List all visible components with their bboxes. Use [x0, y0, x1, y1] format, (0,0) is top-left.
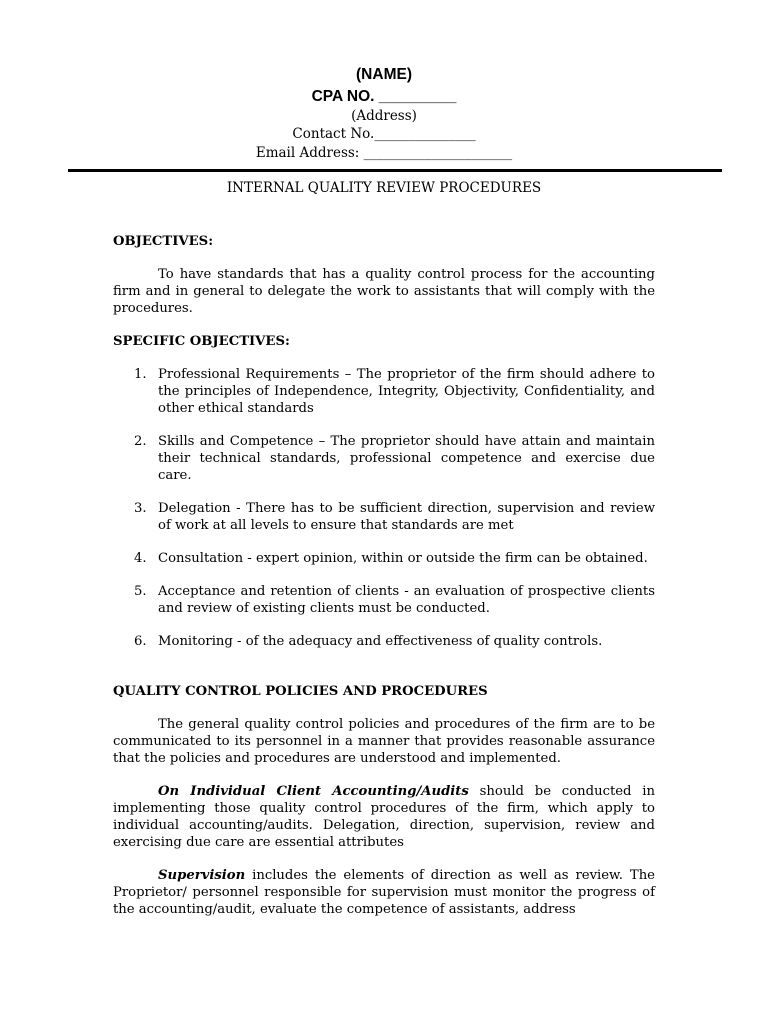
- letterhead-cpa-number: CPA NO. _________: [311, 88, 457, 105]
- supervision-lead: Supervision: [158, 868, 246, 883]
- list-item-number: 4.: [134, 551, 147, 566]
- objectives-paragraph: To have standards that has a quality control process for the accounting firm and in general to delegate the work to assistants that will comply with the procedures.: [113, 267, 655, 316]
- list-item-text: Monitoring - of the adequacy and effectiveness of quality controls.: [158, 634, 603, 649]
- list-item-text: Delegation - There has to be sufficient direction, supervision and review of work at all levels to ensure that standards are met: [158, 501, 655, 533]
- individual-audits-text: should be conducted in implementing those quality control procedures of the firm, which apply to individual accounting/audits. Delegation, direction, supervision, review and exercising due care are essential attributes: [113, 784, 656, 850]
- list-item-text: Professional Requirements – The proprietor of the firm should adhere to the principles of Independence, Integrity, Objectivity, Confidentiality, and other ethical standards: [158, 367, 655, 416]
- list-item-number: 5.: [134, 584, 147, 599]
- list-item-number: 6.: [134, 634, 147, 649]
- list-item-text: Consultation - expert opinion, within or outside the firm can be obtained.: [158, 551, 648, 566]
- list-item-text: Acceptance and retention of clients - an evaluation of prospective clients and review of existing clients must be conducted.: [158, 584, 655, 616]
- qc-policies-heading: QUALITY CONTROL POLICIES AND PROCEDURES: [113, 684, 488, 699]
- individual-audits-lead: On Individual Client Accounting/Audits: [158, 784, 469, 799]
- supervision-text: includes the elements of direction as well as review. The Proprietor/ personnel responsible for supervision must monitor the progress of the accounting/audit, evaluate the competence of assistants, address: [113, 868, 655, 917]
- specific-objectives-heading: SPECIFIC OBJECTIVES:: [113, 334, 290, 349]
- list-item: [113, 633, 655, 650]
- list-item-text: Skills and Competence – The proprietor should have attain and maintain their technical standards, professional competence and exercise due care.: [158, 434, 655, 483]
- list-item-number: 3.: [134, 501, 147, 516]
- supervision-paragraph: [113, 867, 655, 918]
- list-item: [113, 433, 655, 484]
- letterhead-name: (NAME): [356, 66, 412, 83]
- document-title: INTERNAL QUALITY REVIEW PROCEDURES: [226, 180, 542, 196]
- qc-intro-paragraph: The general quality control policies and procedures of the firm are to be communicated to its personnel in a manner that provides reasonable assurance that the policies and procedures are understood and implemented.: [113, 717, 655, 766]
- list-item: [113, 366, 655, 417]
- individual-audits-paragraph: [113, 783, 655, 851]
- letterhead-contact: Contact No._______________: [292, 126, 476, 142]
- specific-objectives-list: [113, 366, 655, 666]
- list-item-number: 2.: [134, 434, 147, 449]
- header-divider: [68, 169, 722, 172]
- objectives-heading: OBJECTIVES:: [113, 234, 214, 249]
- letterhead-email: Email Address: ______________________: [255, 145, 513, 161]
- list-item: [113, 583, 655, 617]
- list-item-number: 1.: [134, 367, 147, 382]
- letterhead-address: (Address): [351, 108, 417, 124]
- list-item: [113, 550, 655, 567]
- list-item: [113, 500, 655, 534]
